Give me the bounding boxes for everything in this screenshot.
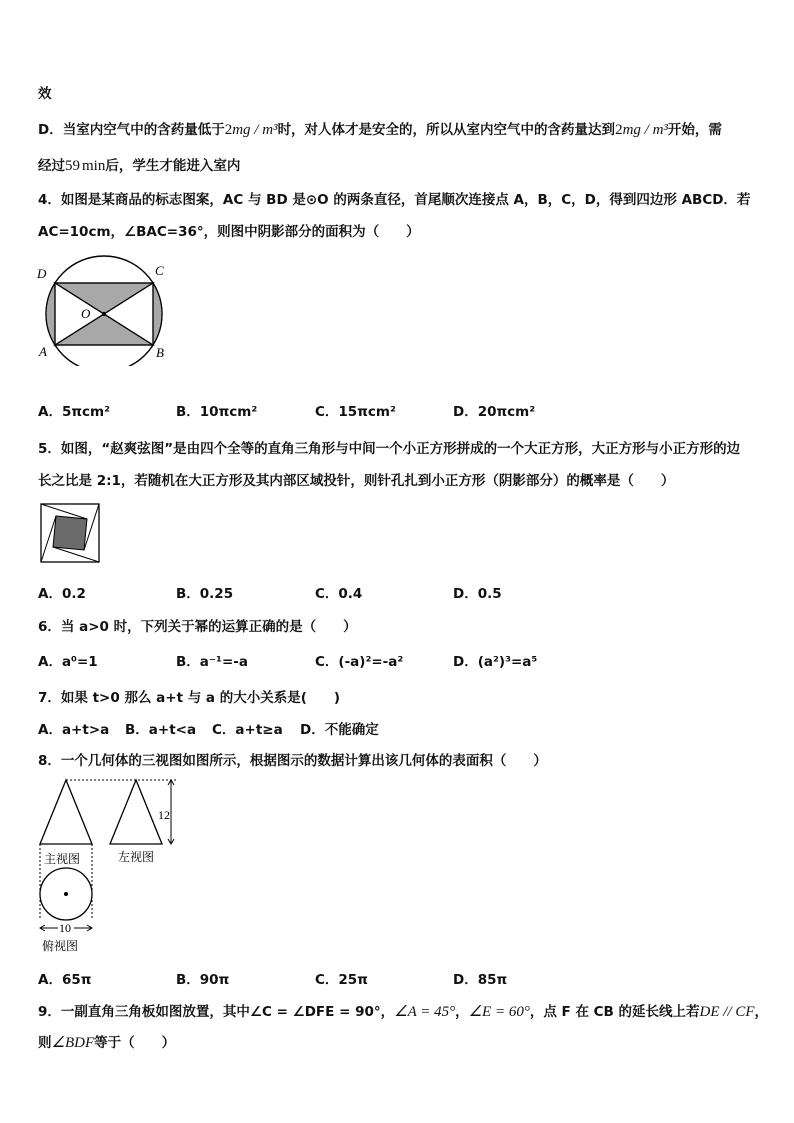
- q8-option-b: B．90π: [176, 972, 230, 988]
- q4-option-b: B．10πcm²: [176, 404, 258, 420]
- q3-line2-pre: 经过: [38, 158, 65, 174]
- q3-option-d: [38, 118, 722, 139]
- q9-parallel: DE // CF: [699, 1004, 755, 1020]
- q8-stem: 8．一个几何体的三视图如图所示，根据图示的数据计算出该几何体的表面积（ ）: [38, 753, 547, 769]
- q8-option-d: D．85π: [453, 972, 508, 988]
- q7-option-d: D．不能确定: [300, 722, 379, 738]
- q3-d-value2: 2: [615, 122, 623, 138]
- q5-option-a: A．0.2: [38, 586, 86, 602]
- q9-line1-end: ，: [754, 1004, 769, 1020]
- q4-label-d: D: [37, 266, 47, 281]
- q3-d-unit1: mg / m³: [232, 122, 278, 138]
- q8-left-view: [110, 780, 162, 844]
- q9-sep: ，: [455, 1004, 469, 1020]
- q7-stem: 7．如果 t>0 那么 a+t 与 a 的大小关系是( ): [38, 690, 341, 706]
- q8-height-label: 12: [158, 808, 170, 822]
- q5-option-c: C．0.4: [315, 586, 363, 602]
- q8-option-c: C．25π: [315, 972, 368, 988]
- q9-line1-pre: 9．一副直角三角板如图放置，其中∠C = ∠DFE = 90°，: [38, 1004, 395, 1020]
- q8-left-label: 左视图: [118, 850, 155, 864]
- q8-top-label: 俯视图: [42, 939, 79, 953]
- q5-stem-line2: 长之比是 2:1，若随机在大正方形及其内部区域投针，则针孔扎到小正方形（阴影部分）的概率是（ ）: [38, 473, 675, 489]
- q5-inner-square: [53, 516, 87, 550]
- q9-line2-pre: 则: [38, 1035, 52, 1051]
- q4-figure: [34, 248, 174, 366]
- q4-option-a: A．5πcm²: [38, 404, 111, 420]
- q3-d-value1: 2: [224, 122, 233, 138]
- q4-option-c: C．15πcm²: [315, 404, 396, 420]
- q9-stem-line2: [38, 1031, 175, 1052]
- q4-option-d: D．20πcm²: [453, 404, 536, 420]
- q4-stem-line1: 4．如图是某商品的标志图案，AC 与 BD 是⊙O 的两条直径，首尾顺次连接点 A，B，C，D，得到四边形 ABCD．若: [38, 192, 751, 208]
- q6-option-b: B．a⁻¹=-a: [176, 654, 248, 670]
- q6-option-a: A．a⁰=1: [38, 654, 98, 670]
- q3-line2-num: 59: [65, 158, 80, 174]
- q6-option-d: D．(a²)³=a⁵: [453, 654, 538, 670]
- q4-left-segment: [46, 283, 55, 345]
- q3-line2-post: 后，学生才能进入室内: [105, 158, 241, 174]
- q5-option-b: B．0.25: [176, 586, 234, 602]
- q6-stem: 6．当 a>0 时，下列关于幂的运算正确的是（ ）: [38, 619, 357, 635]
- q3-d-suffix: 开始，需: [667, 122, 722, 138]
- q4-label-c: C: [155, 263, 164, 278]
- q4-label-o: O: [81, 306, 91, 321]
- q7-option-a: A．a+t>a: [38, 722, 110, 738]
- q5-stem-line1: 5．如图，“赵爽弦图”是由四个全等的直角三角形与中间一个小正方形拼成的一个大正方形，大正方形与小正方形的边: [38, 441, 741, 457]
- q3-d-mid: 时，对人体才是安全的，所以从室内空气中的含药量达到: [277, 122, 616, 138]
- q9-line1-mid: ，点 F 在 CB 的延长线上若: [529, 1004, 700, 1020]
- q3-option-d-line2: [38, 154, 240, 175]
- q9-angle-a: ∠A = 45°: [394, 1004, 456, 1020]
- q3-d-prefix: D．当室内空气中的含药量低于: [38, 122, 225, 138]
- q8-three-views-figure: [34, 774, 184, 956]
- q8-top-center: [64, 892, 68, 896]
- q4-stem-line2: AC=10cm，∠BAC=36°，则图中阴影部分的面积为（ ）: [38, 224, 420, 240]
- q4-label-b: B: [156, 345, 164, 360]
- q8-front-view: [40, 780, 92, 844]
- q3-line2-unit: min: [82, 158, 106, 174]
- q4-center-dot: [102, 312, 106, 316]
- previous-text-tail: [38, 82, 52, 102]
- q9-stem-line1: [38, 1000, 768, 1021]
- q7-option-c: C．a+t≥a: [212, 722, 283, 738]
- q9-angle-e: ∠E = 60°: [468, 1004, 530, 1020]
- q3-d-unit2: mg / m³: [622, 122, 668, 138]
- q8-option-a: A．65π: [38, 972, 92, 988]
- q5-option-d: D．0.5: [453, 586, 502, 602]
- q7-option-b: B．a+t<a: [125, 722, 197, 738]
- q8-front-label: 主视图: [44, 852, 81, 866]
- q8-width-label: 10: [59, 921, 71, 935]
- q5-zhao-shuang-figure: [40, 503, 100, 563]
- tail-char: 效: [38, 86, 52, 102]
- q6-option-c: C．(-a)²=-a²: [315, 654, 404, 670]
- q4-label-a: A: [39, 344, 47, 359]
- q9-line2-post: 等于（ ）: [94, 1035, 176, 1051]
- q9-angle-bdf: ∠BDF: [51, 1035, 95, 1051]
- q4-right-segment: [153, 283, 162, 345]
